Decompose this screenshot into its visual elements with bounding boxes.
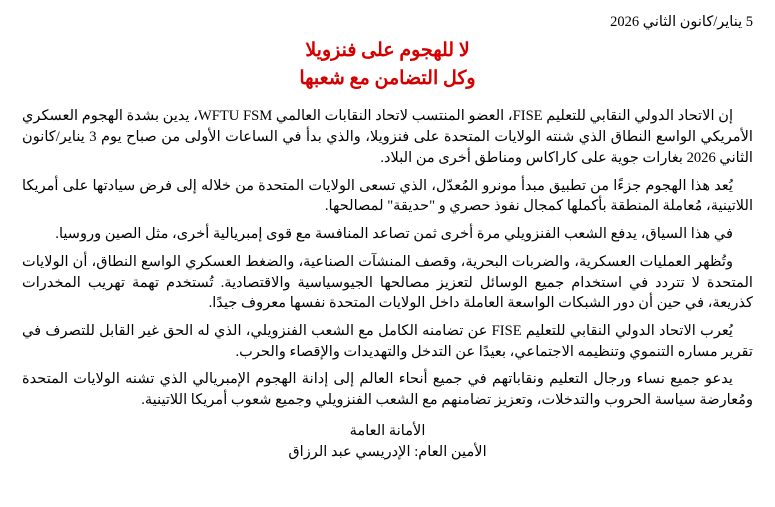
body-paragraph: يدعو جميع نساء ورجال التعليم ونقاباتهم في جميع أنحاء العالم إلى إدانة الهجوم الإمبريالي الذي تشنه الولايات المتحدة ومُعارضة سياسة الحروب والتدخلات، وتعزيز تضامنهم مع الشعب الفنزويلي وجميع شعوب أمريكا اللاتينية. <box>22 371 753 409</box>
body-paragraph: وتُظهر العمليات العسكرية، والضربات البحرية، وقصف المنشآت الصناعية، والضغط العسكري الواسع النطاق، أن الولايات المتحدة لا تتردد في استخدام جميع الوسائل لتعزيز مصالحها الجيوسياسية والاقتصادية. تُستخدم تهمة تهريب المخدرات كذريعة، في حين أن دور الشبكات الواسعة العاملة داخل الولايات المتحدة نفسها معروف جيدًا. <box>22 253 753 312</box>
signature-line-2: الأمين العام: الإدريسي عبد الرزاق <box>288 443 487 460</box>
body-paragraph: إن الاتحاد الدولي النقابي للتعليم FISE، العضو المنتسب لاتحاد النقابات العالمي WFTU FSM، يدين بشدة الهجوم العسكري الأمريكي الواسع النطاق الذي شنته الولايات المتحدة على فنزويلا، والذي بدأ في الساعات الأولى من صباح يوم 3 يناير/كانون الثاني 2026 بغارات جوية على كاراكاس ومناطق أخرى من البلاد. <box>22 108 753 166</box>
title-line-1: لا للهجوم على فنزويلا <box>305 40 470 62</box>
document-body <box>22 106 753 410</box>
document-signature <box>22 421 753 463</box>
body-paragraph: يُعد هذا الهجوم جزءًا من تطبيق مبدأ مونرو المُعدّل، الذي تسعى الولايات المتحدة من خلاله إلى فرض سيادتها على أمريكا اللاتينية، مُعاملة المنطقة بأكملها كمجال نفوذ حصري و "حديقة" لمصالحها. <box>22 177 753 215</box>
title-line-2: وكل التضامن مع شعبها <box>299 67 476 89</box>
document-date: 5 يناير/كانون الثاني 2026 <box>610 14 753 30</box>
signature-line-1: الأمانة العامة <box>349 422 426 439</box>
document-title <box>22 37 753 92</box>
body-paragraph: في هذا السياق، يدفع الشعب الفنزويلي مرة أخرى ثمن تصاعد المنافسة مع قوى إمبريالية أخرى، مثل الصين وروسيا. <box>55 226 733 243</box>
body-paragraph: يُعرب الاتحاد الدولي النقابي للتعليم FISE عن تضامنه الكامل مع الشعب الفنزويلي، الذي له الحق غير القابل للتصرف في تقرير مساره التنموي وتنظيمه الاجتماعي، بعيدًا عن التدخل والتهديدات والإقصاء والحرب. <box>22 322 753 360</box>
